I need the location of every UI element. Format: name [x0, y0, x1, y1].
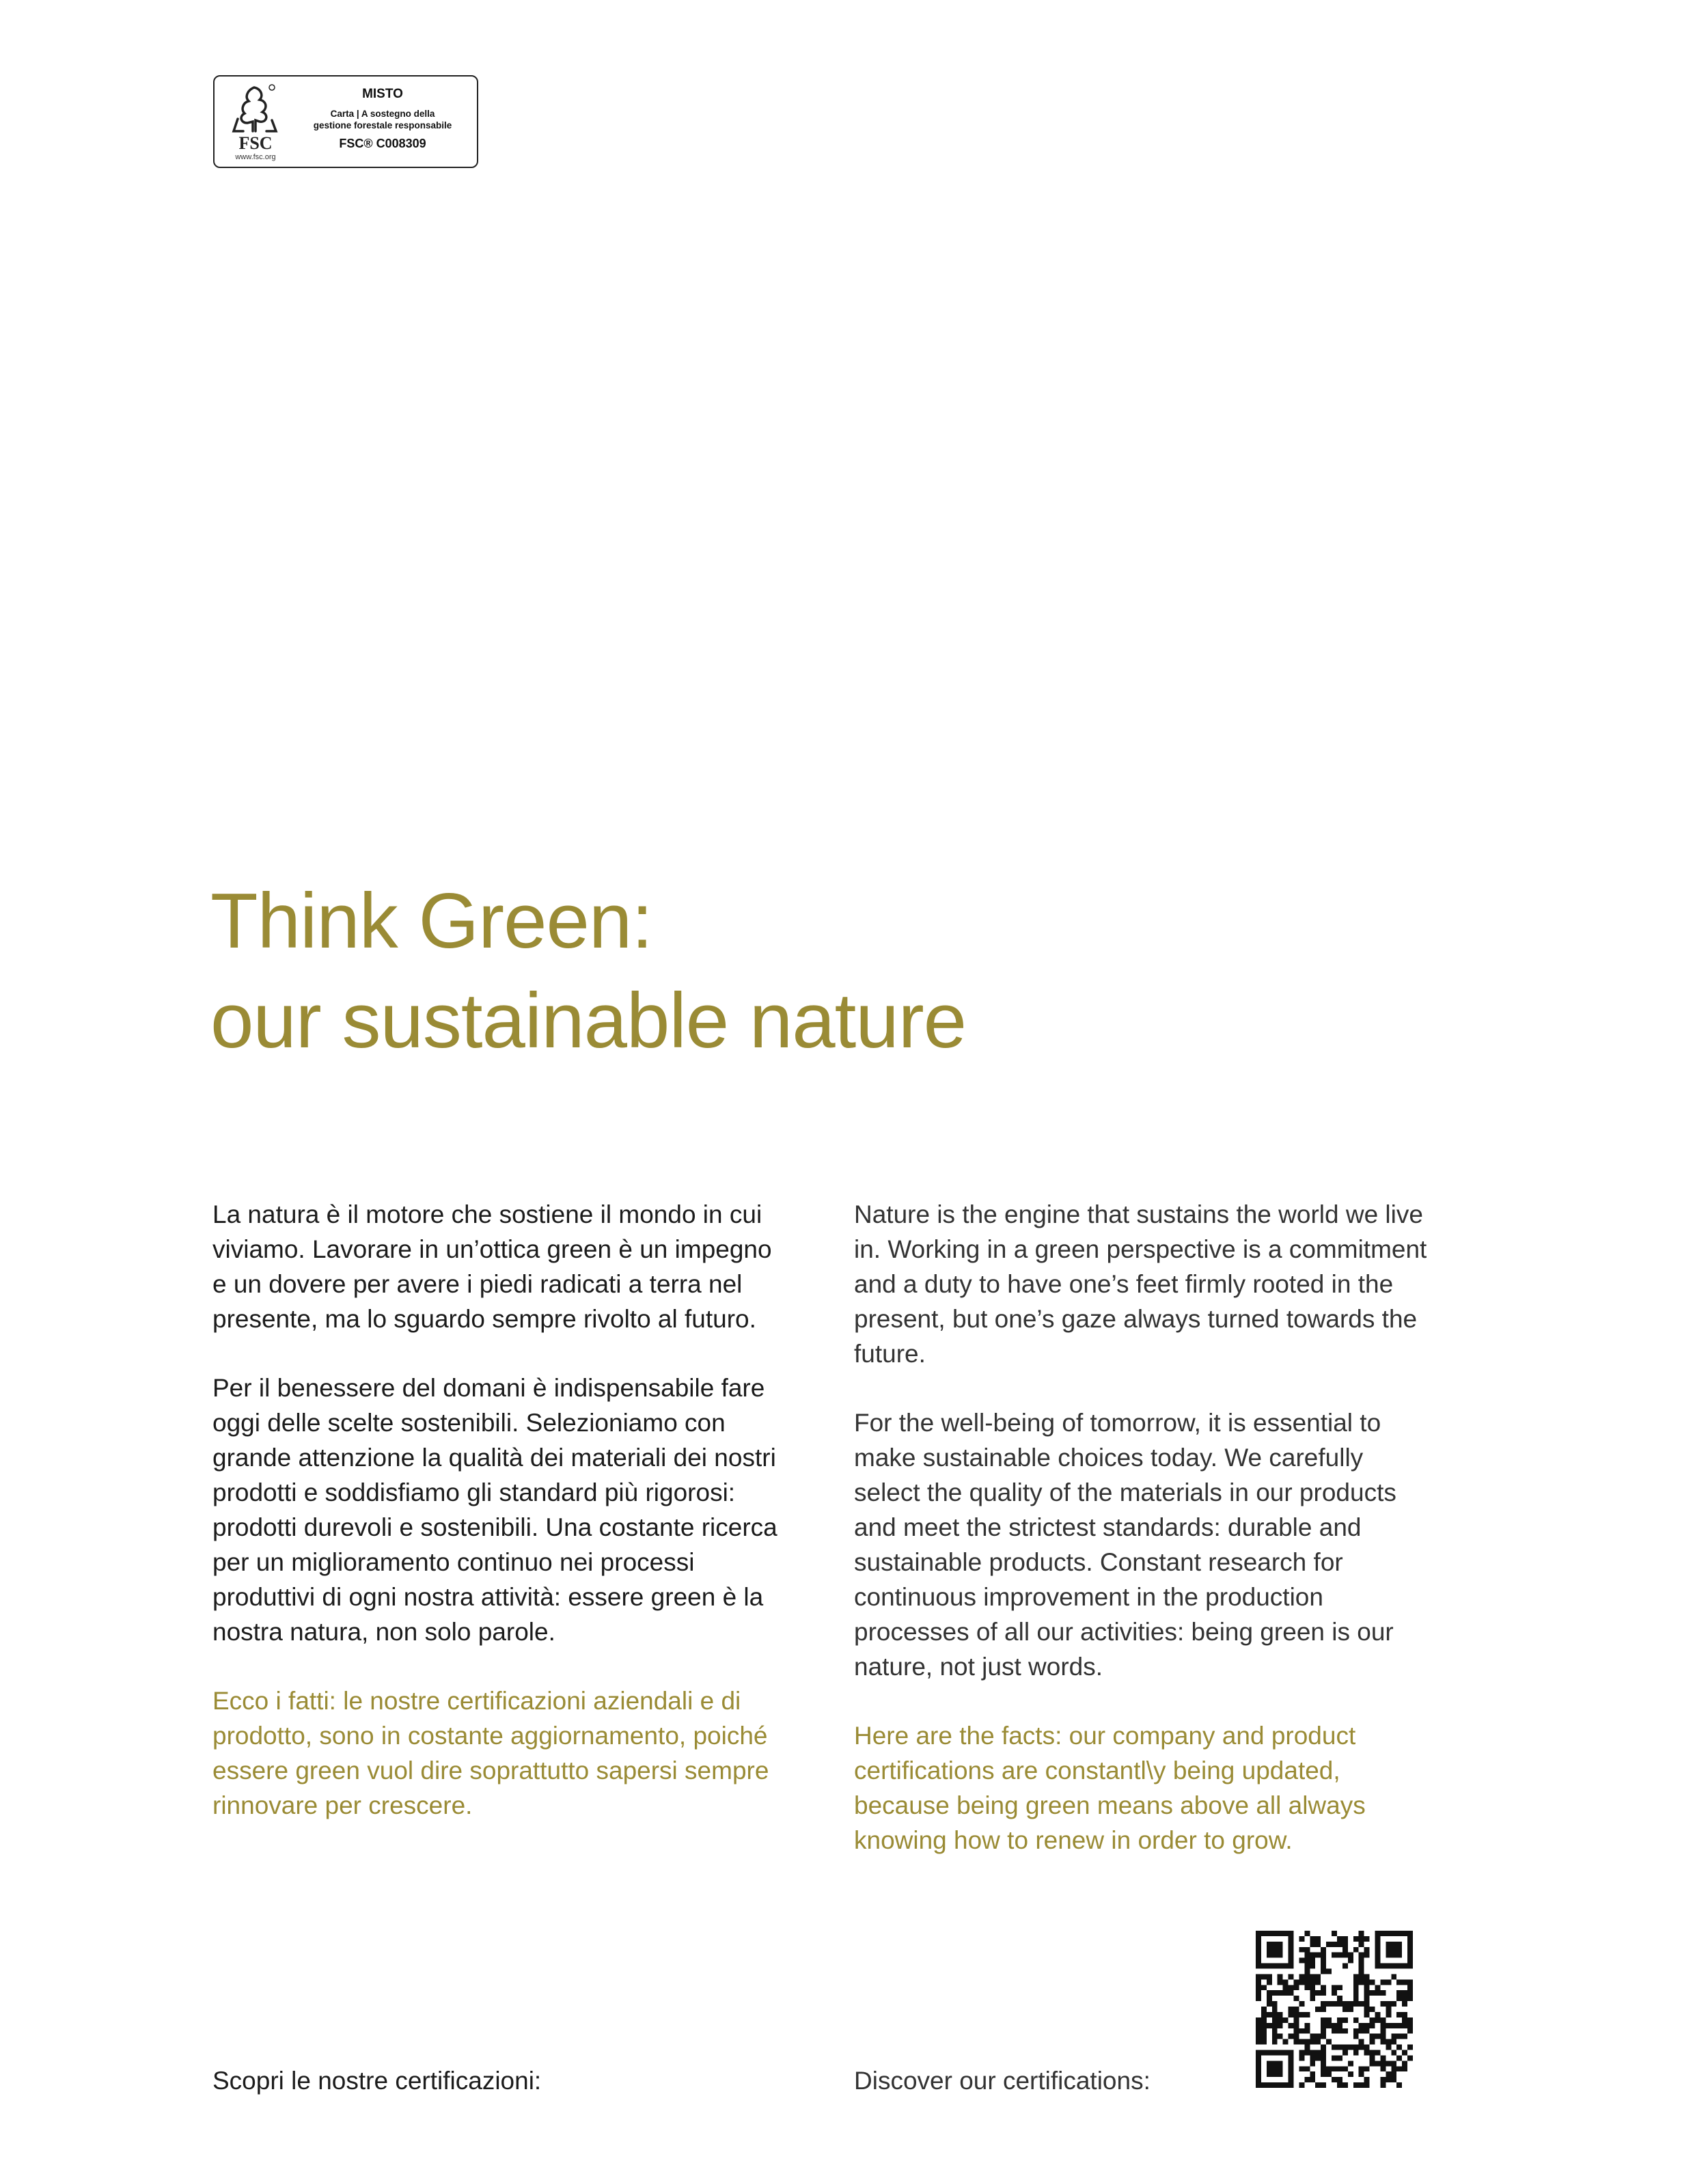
fsc-logo-text: FSC	[238, 133, 273, 153]
fsc-certification-label	[213, 75, 478, 168]
qr-code-icon[interactable]	[1256, 1931, 1413, 2088]
fsc-text-block	[291, 86, 474, 152]
italian-highlight: Ecco i fatti: le nostre certificazioni aziendali e di prodotto, sono in costante aggiornamento, poiché essere green vuol dire soprattutto sapersi sempre rinnovare per crescere.	[212, 1687, 769, 1819]
italian-column	[212, 1197, 786, 1857]
fsc-category: MISTO	[362, 87, 403, 101]
fsc-description-line1: Carta | A sostegno della	[330, 109, 435, 119]
fsc-description	[291, 108, 474, 131]
english-highlight: Here are the facts: our company and product certifications are constantl\y being updated, because being green means above all always knowing how to renew in order to grow.	[854, 1722, 1366, 1854]
discover-certifications-english: Discover our certifications:	[854, 2067, 1151, 2095]
page-title	[210, 872, 966, 1071]
fsc-description-line2: gestione forestale responsabile	[313, 120, 452, 130]
english-column	[854, 1197, 1428, 1892]
italian-paragraph-1: La natura è il motore che sostiene il mondo in cui viviamo. Lavorare in un’ottica green è un impegno e un dovere per avere i piedi radicati a terra nel presente, ma lo sguardo sempre rivolto al futuro.	[212, 1200, 772, 1333]
english-paragraph-2: For the well-being of tomorrow, it is essential to make sustainable choices today. We carefully select the quality of the materials in our products and meet the strictest standards: durable and sustainable products. Constant research for continuous improvement in the production processes of all our activities: being green is our nature, not just words.	[854, 1409, 1396, 1681]
english-paragraph-1: Nature is the engine that sustains the world we live in. Working in a green perspective is a commitment and a duty to have one’s feet firmly rooted in the present, but one’s gaze always turned towards the future.	[854, 1200, 1427, 1368]
title-line-1: Think Green:	[210, 878, 652, 965]
fsc-license-code: FSC® C008309	[339, 137, 426, 150]
discover-certifications-italian: Scopri le nostre certificazioni:	[212, 2067, 542, 2095]
fsc-website: www.fsc.org	[235, 153, 276, 161]
italian-paragraph-2: Per il benessere del domani è indispensabile fare oggi delle scelte sostenibili. Selezioniamo con grande attenzione la qualità dei materiali dei nostri prodotti e soddisfiamo gli standard più rigorosi: prodotti durevoli e sostenibili. Una costante ricerca per un miglioramento continuo nei processi produttivi di ogni nostra attività: essere green è la nostra natura, non solo parole.	[212, 1374, 777, 1646]
title-line-2: our sustainable nature	[210, 978, 967, 1064]
